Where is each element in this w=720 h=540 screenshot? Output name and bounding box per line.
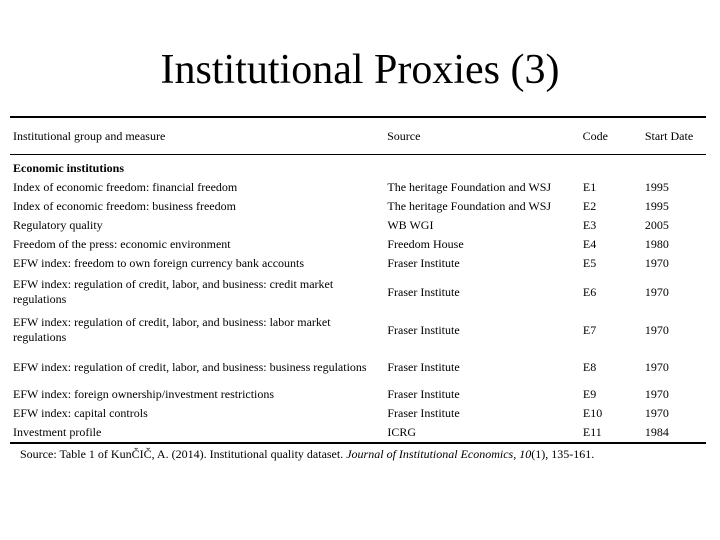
cell-source: Fraser Institute (387, 406, 460, 420)
cell-measure: EFW index: foreign ownership/investment restrictions (13, 387, 275, 401)
section-label: Economic institutions (13, 161, 125, 175)
cell-measure: EFW index: regulation of credit, labor, and business: credit market regulations (13, 277, 334, 306)
cell-code: E3 (582, 218, 597, 232)
table-row (10, 311, 706, 349)
header-measure: Institutional group and measure (13, 128, 166, 143)
cell-start: 1995 (644, 180, 669, 194)
cell-source: Fraser Institute (387, 322, 460, 337)
table-row (10, 216, 706, 235)
cell-code: E4 (582, 237, 597, 251)
table-row (10, 349, 706, 385)
header-start-date: Start Date (644, 128, 694, 143)
cell-source: ICRG (387, 425, 417, 439)
cell-source: Fraser Institute (387, 359, 460, 374)
cell-start: 1995 (644, 199, 669, 213)
cell-source: WB WGI (387, 218, 434, 232)
cell-measure: EFW index: capital controls (13, 406, 148, 420)
cell-start: 1970 (644, 359, 669, 374)
cell-code: E1 (582, 180, 597, 194)
page-title: Institutional Proxies (3) (160, 47, 560, 93)
cell-measure: Freedom of the press: economic environment (13, 237, 231, 251)
cell-start: 1970 (644, 322, 669, 337)
proxies-table (10, 116, 706, 444)
cell-code: E2 (582, 199, 597, 213)
cell-measure: Index of economic freedom: business freedom (13, 199, 236, 213)
cell-measure: Regulatory quality (13, 218, 103, 232)
cell-start: 1970 (644, 387, 669, 401)
cell-code: E9 (582, 387, 597, 401)
table-row (10, 178, 706, 197)
cell-measure: Investment profile (13, 425, 102, 439)
table-row (10, 404, 706, 423)
cell-code: E6 (582, 284, 597, 299)
table-row (10, 254, 706, 273)
table-row (10, 423, 706, 442)
table-row (10, 197, 706, 216)
table-bottom-rule (10, 442, 706, 444)
cell-code: E10 (582, 406, 603, 420)
citation-prefix: Source: Table 1 of KunČIČ, A. (2014). Institutional quality dataset. (20, 447, 347, 461)
cell-start: 1984 (644, 425, 669, 439)
cell-source: Fraser Institute (387, 387, 460, 401)
cell-code: E11 (582, 425, 602, 439)
cell-source: Fraser Institute (387, 256, 460, 270)
cell-measure: Index of economic freedom: financial freedom (13, 180, 238, 194)
source-citation (20, 446, 594, 462)
cell-source: The heritage Foundation and WSJ (387, 199, 552, 213)
table-row (10, 273, 706, 311)
cell-source: Freedom House (387, 237, 464, 251)
cell-measure: EFW index: freedom to own foreign currency bank accounts (13, 256, 305, 270)
citation-journal: Journal of Institutional Economics, 10 (346, 447, 532, 461)
citation-suffix: (1), 135-161. (531, 447, 595, 461)
cell-start: 1980 (644, 237, 669, 251)
cell-start: 2005 (644, 218, 669, 232)
table-row (10, 385, 706, 404)
header-code: Code (582, 128, 608, 143)
section-row (10, 155, 706, 178)
cell-measure: EFW index: regulation of credit, labor, and business: labor market regulations (13, 315, 331, 344)
table-row (10, 235, 706, 254)
cell-code: E7 (582, 322, 597, 337)
cell-start: 1970 (644, 256, 669, 270)
cell-source: Fraser Institute (387, 284, 460, 299)
cell-measure: EFW index: regulation of credit, labor, and business: business regulations (13, 359, 367, 374)
table-header-row (10, 118, 706, 154)
cell-code: E8 (582, 359, 597, 374)
cell-start: 1970 (644, 406, 669, 420)
cell-code: E5 (582, 256, 597, 270)
cell-source: The heritage Foundation and WSJ (387, 180, 552, 194)
cell-start: 1970 (644, 284, 669, 299)
header-source: Source (387, 128, 421, 143)
